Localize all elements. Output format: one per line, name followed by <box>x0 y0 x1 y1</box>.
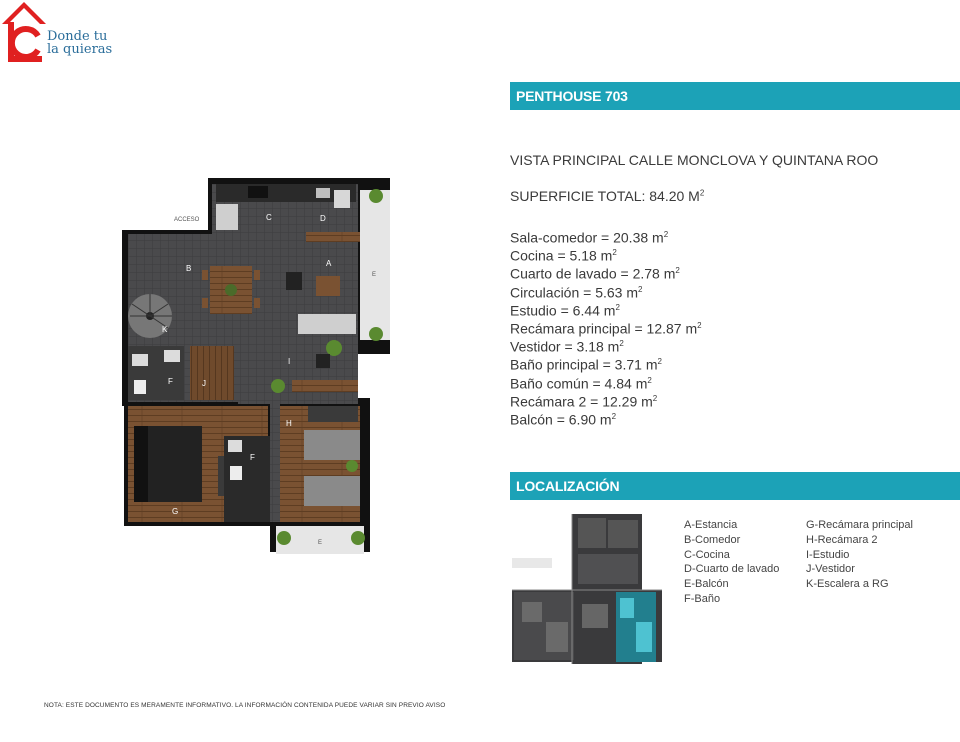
area-item <box>510 281 702 299</box>
plan-label-e2: E <box>318 540 323 546</box>
area-sup: 2 <box>663 230 669 239</box>
area-item <box>510 335 702 353</box>
area-text: Cocina = 5.18 m <box>510 247 613 264</box>
area-text: Sala-comedor = 20.38 m <box>510 229 664 246</box>
logo-text-line2: la quieras <box>47 42 113 57</box>
plan-label-acceso: ACCESO <box>174 217 200 223</box>
legend-item: G-Recámara principal <box>806 519 913 531</box>
logo <box>0 0 130 64</box>
plan-label-b: B <box>186 264 192 273</box>
superficie-total <box>510 188 704 204</box>
legend-item: F-Baño <box>684 592 721 605</box>
area-sup: 2 <box>647 375 652 385</box>
area-list <box>510 226 702 426</box>
area-item <box>510 390 702 408</box>
area-item <box>510 353 702 371</box>
legend-item: E-Balcón <box>684 578 729 591</box>
legend-item: J-Vestidor <box>806 563 855 576</box>
area-text: Balcón = 6.90 m <box>510 411 612 428</box>
area-sup: 2 <box>675 266 680 276</box>
legend-item: A-Estancia <box>684 519 738 531</box>
plan-label-i: I <box>288 357 291 366</box>
legend-item: I-Estudio <box>806 548 850 561</box>
area-text: Recámara 2 = 12.29 m <box>510 393 653 410</box>
area-text: Vestidor = 3.18 m <box>510 338 620 355</box>
legend-left <box>684 518 779 607</box>
area-sup: 2 <box>652 393 658 403</box>
area-item <box>510 299 702 317</box>
area-item <box>510 317 702 335</box>
plan-label-d: D <box>320 214 326 223</box>
area-sup: 2 <box>615 302 620 312</box>
area-text: Estudio = 6.44 m <box>510 302 616 319</box>
legend-item: D-Cuarto de lavado <box>684 563 780 576</box>
area-sup: 2 <box>612 248 617 258</box>
plan-label-c: C <box>266 213 272 222</box>
legend-item: C-Cocina <box>684 548 730 561</box>
area-item <box>510 226 702 244</box>
plan-label-h: H <box>286 419 292 428</box>
area-sup: 2 <box>638 284 643 294</box>
plan-label-e: E <box>372 272 377 278</box>
area-text: Recámara principal = 12.87 m <box>510 320 698 337</box>
title-bar <box>510 82 960 110</box>
area-text: Circulación = 5.63 m <box>510 284 639 301</box>
location-mini-plan <box>512 514 662 664</box>
area-item <box>510 372 702 390</box>
house-c-logo-icon <box>0 0 48 64</box>
plan-label-k: K <box>162 325 168 334</box>
floor-plan <box>120 176 400 560</box>
area-text: Cuarto de lavado = 2.78 m <box>510 266 676 283</box>
area-item <box>510 262 702 283</box>
localizacion-bar <box>510 472 960 500</box>
plan-label-f: F <box>168 377 173 386</box>
area-sup: 2 <box>697 320 702 330</box>
plan-label-f2: F <box>250 453 255 462</box>
legend-right <box>806 518 913 592</box>
area-item <box>510 244 702 262</box>
localizacion-title: LOCALIZACIÓN <box>516 478 620 494</box>
superficie-sup: 2 <box>699 188 705 198</box>
vista-principal: VISTA PRINCIPAL CALLE MONCLOVA Y QUINTANA ROO <box>510 152 879 168</box>
area-item <box>510 408 702 426</box>
area-text: Baño común = 4.84 m <box>510 375 648 392</box>
plan-label-g: G <box>172 507 179 516</box>
legend-item: K-Escalera a RG <box>806 578 889 591</box>
superficie-label: SUPERFICIE TOTAL: 84.20 M <box>510 188 700 204</box>
area-text: Baño principal = 3.71 m <box>510 356 658 373</box>
logo-text-line1: Donde tu <box>47 29 108 44</box>
plan-label-j: J <box>202 379 206 388</box>
plan-label-a: A <box>326 259 332 268</box>
legend-item: H-Recámara 2 <box>806 533 878 546</box>
area-sup: 2 <box>657 357 662 367</box>
page-title: PENTHOUSE 703 <box>516 88 628 104</box>
area-sup: 2 <box>611 411 617 421</box>
legend-item: B-Comedor <box>684 533 741 546</box>
area-sup: 2 <box>619 339 624 349</box>
footnote: NOTA: ESTE DOCUMENTO ES MERAMENTE INFORMATIVO. LA INFORMACIÓN CONTENIDA PUEDE VARIAR SIN PREVIO AVISO <box>44 702 446 709</box>
